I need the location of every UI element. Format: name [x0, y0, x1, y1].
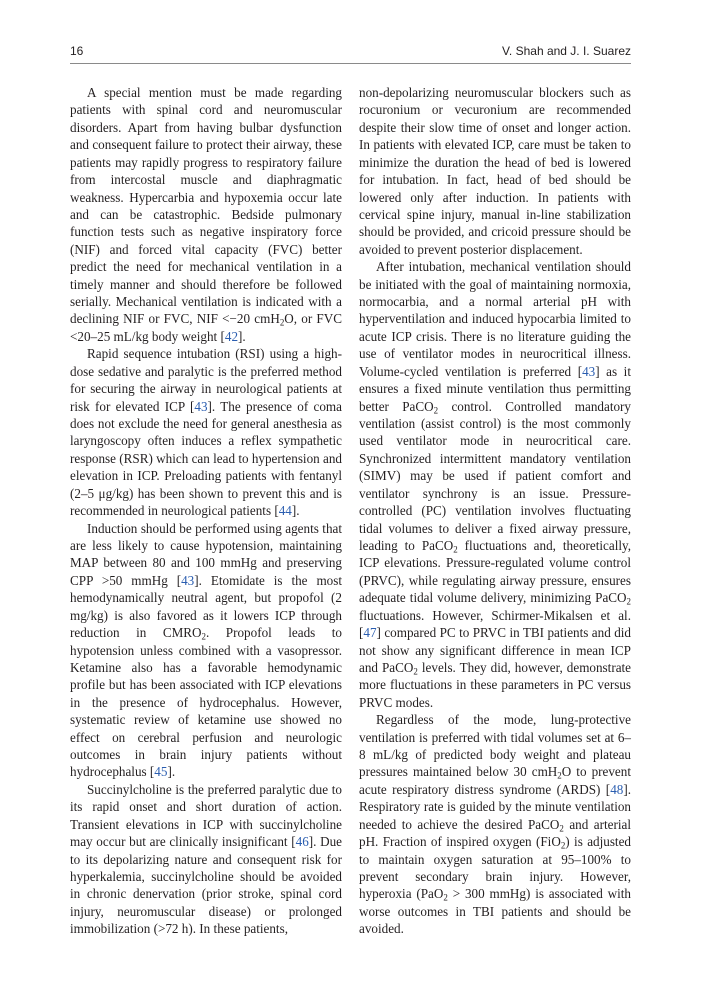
citation-link[interactable]: 43: [194, 398, 208, 414]
paragraph: Rapid sequence intubation (RSI) using a high-dose sedative and paralytic is the preferred method for securing the airway in neurological patients at risk for elevated ICP [43]. The presence of coma does not exclude the need for general anesthesia as laryngoscopy often induces a reflex sympathetic response (RSR) which can lead to hypertension and elevation in ICP. Preloading patients with fentanyl (2–5 μg/kg) has been shown to prevent this and is recommended in neurological patients [44].: [70, 346, 342, 519]
citation-link[interactable]: 46: [295, 834, 309, 850]
page-number: 16: [70, 44, 84, 58]
paragraph: Induction should be performed using agents that are less likely to cause hypotension, maintaining MAP between 80 and 100 mmHg and preserving CPP >50 mmHg [43]. Etomidate is the most hemodynamically neutral agent, but propofol (2 mg/kg) is also favored as it lowers ICP through reduction in $CMRO_2$. Propofol leads to hypotension unless combined with a vasopressor. Ketamine also has a favorable hemodynamic profile but has been associated with ICP elevations in the presence of hydrocephalus. However, systematic review of ketamine use showed no effect on cerebral perfusion and neurologic outcomes in brain injury patients without hydrocephalus [45].: [70, 520, 342, 780]
citation-link[interactable]: 43: [582, 363, 596, 379]
paragraph: Succinylcholine is the preferred paralytic due to its rapid onset and short duration of action. Transient elevations in ICP with succinylcholine may occur but are clinically insignificant [46]. Due to its depolarizing nature and consequent risk for hyperkalemia, succinylcholine should be avoided in chronic denervation (prior stroke, spinal cord injury, neuromuscular disease) or prolonged immobilization (>72 h). In these patients,: [70, 781, 342, 937]
right-column: [359, 84, 631, 938]
header-rule: [70, 63, 631, 64]
citation-link[interactable]: 42: [224, 328, 239, 344]
left-column: [70, 84, 342, 938]
citation-link[interactable]: 47: [363, 625, 377, 641]
page-header: [70, 44, 631, 64]
running-head: V. Shah and J. I. Suarez: [502, 44, 631, 58]
paragraph: Regardless of the mode, lung-protective ventilation is preferred with tidal volumes set at 6–8 mL/kg of predicted body weight and plateau pressures maintained below 30 cmH$_2$O to prevent acute respiratory distress syndrome (ARDS) [48]. Respiratory rate is guided by the minute ventilation needed to achieve the desired PaCO$_2$ and arterial pH. Fraction of inspired oxygen (FiO$_2$) is adjusted to maintain oxygen saturation at 95–100% to prevent secondary brain injury. However, hyperoxia (PaO$_2$ > 300 mmHg) is associated with worse outcomes in TBI patients and should be avoided.: [359, 712, 632, 937]
paragraph: After intubation, mechanical ventilation should be initiated with the goal of maintaining normoxia, normocarbia, and a normal arterial pH with hyperventilation and induced hypocarbia limited to acute ICP crisis. There is no literature guiding the use of ventilator modes in neurocritical illness. Volume-cycled ventilation is preferred [43] as it ensures a fixed minute ventilation thus permitting better PaCO$_2$ control. Controlled mandatory ventilation (assist control) is the most commonly used ventilator mode in neurocritical care. Synchronized intermittent mandatory ventilation (SIMV) may be used if patient comfort and ventilator synchrony is an issue. Pressure-controlled (PC) ventilation involves fluctuating tidal volumes to deliver a fixed airway pressure, leading to PaCO$_2$ fluctuations and, theoretically, ICP elevations. Pressure-regulated volume control (PRVC), while regulating airway pressure, ensures adequate tidal volume delivery, minimizing PaCO$_2$ fluctuations. However, Schirmer-Mikalsen et al. [47] compared PC to PRVC in TBI patients and did not show any significant difference in mean ICP and PaCO$_2$ levels. They did, however, demonstrate more fluctuations in these parameters in PC versus PRVC modes.: [359, 259, 632, 710]
citation-link[interactable]: 45: [154, 764, 168, 780]
citation-link[interactable]: 44: [278, 503, 292, 519]
citation-link[interactable]: 43: [181, 572, 195, 588]
paragraph: A special mention must be made regarding patients with spinal cord and neuromuscular disorders. Apart from having bulbar dysfunction and consequent failure to protect their airway, these patients may rapidly progress to respiratory failure from intercostal muscle and diaphragmatic weakness. Hypercarbia and hypoxemia occur late and can be catastrophic. Bedside pulmonary function tests such as negative inspiratory force (NIF) and forced vital capacity (FVC) better predict the need for mechanical ventilation in a timely manner and should therefore be followed serially. Mechanical ventilation is indicated with a declining NIF or FVC, NIF <−20 cmH$_2$O, or FVC <20–25 mL/kg body weight [42].: [70, 85, 342, 344]
paragraph: non-depolarizing neuromuscular blockers such as rocuronium or vecuronium are recommended despite their slow time of onset and longer action. In patients with elevated ICP, care must be taken to minimize the duration the head of bed is lowered for intubation. In fact, head of bed should be lowered only after induction. In patients with cervical spine injury, manual in-line stabilization should be provided, and cricoid pressure should be avoided to prevent posterior displacement.: [359, 85, 631, 257]
citation-link[interactable]: 48: [610, 781, 624, 797]
